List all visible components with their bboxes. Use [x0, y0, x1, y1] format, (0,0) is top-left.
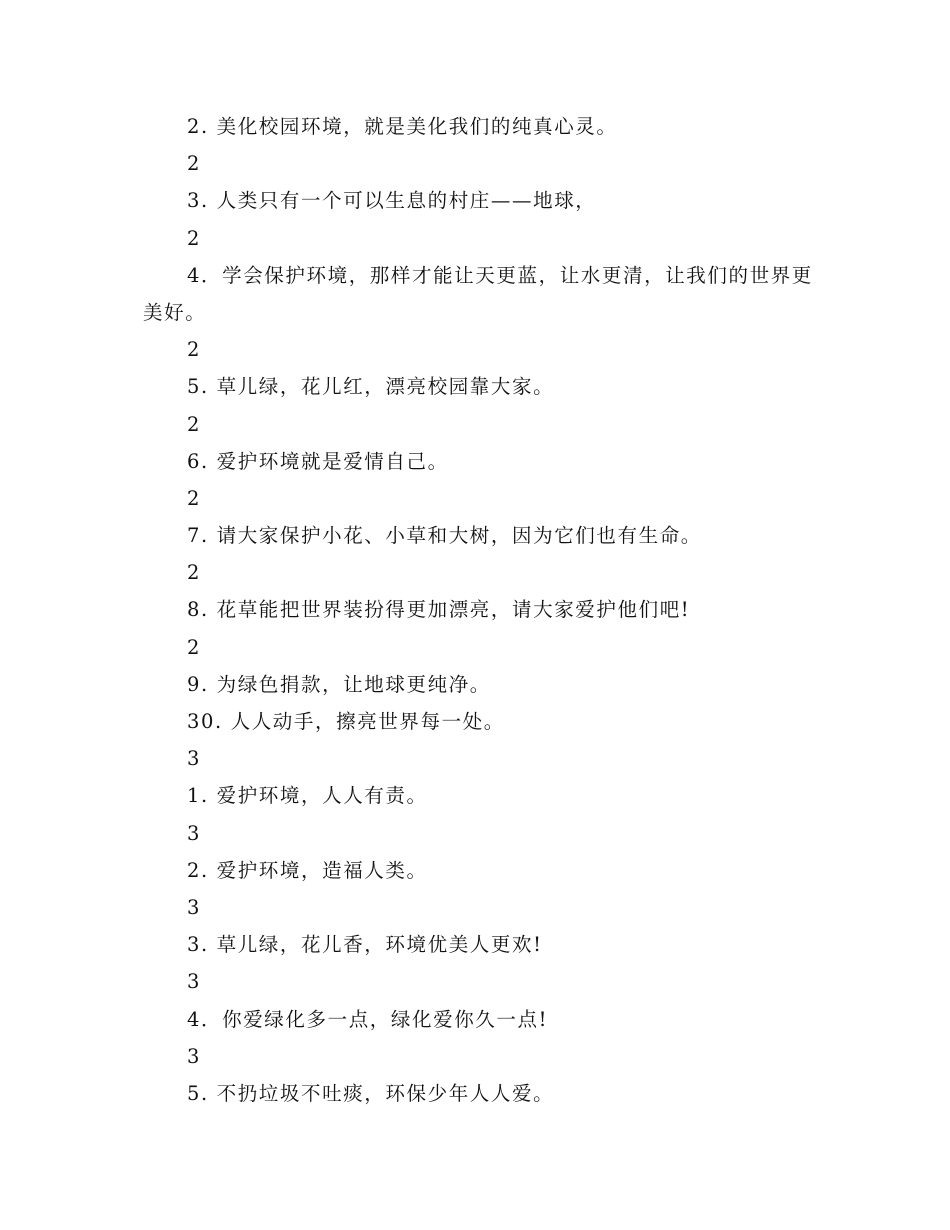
text-line: 8. 花草能把世界装扮得更加漂亮，请大家爱护他们吧!	[187, 598, 691, 622]
text-line: 7. 请大家保护小花、小草和大树，因为它们也有生命。	[187, 524, 702, 548]
line-number: 2	[187, 635, 202, 659]
text-line: 30. 人人动手，擦亮世界每一处。	[187, 710, 505, 734]
text-line: 4．学会保护环境，那样才能让天更蓝，让水更清，让我们的世界更美好。	[143, 263, 813, 324]
text-line: 3. 草儿绿，花儿香，环境优美人更欢!	[187, 933, 543, 957]
line-number: 3	[187, 970, 202, 994]
text-line: 6. 爱护环境就是爱情自己。	[187, 449, 449, 473]
text-line: 5. 不扔垃圾不吐痰，环保少年人人爱。	[187, 1081, 555, 1105]
line-number: 2	[187, 338, 202, 362]
text-line: 3. 人类只有一个可以生息的村庄——地球，	[187, 189, 597, 213]
text-line: 9. 为绿色捐款，让地球更纯净。	[187, 672, 491, 696]
line-number: 3	[187, 895, 202, 919]
line-number: 3	[187, 821, 202, 845]
line-number: 2	[187, 226, 202, 250]
text-line: 2. 美化校园环境，就是美化我们的纯真心灵。	[187, 115, 618, 138]
line-number: 2	[187, 412, 202, 436]
line-number: 3	[187, 1044, 202, 1068]
text-line: 5. 草儿绿，花儿红，漂亮校园靠大家。	[187, 375, 555, 399]
line-number: 3	[187, 747, 202, 771]
line-number: 2	[187, 561, 202, 585]
document-body	[143, 108, 813, 1112]
text-line: 4．你爱绿化多一点，绿化爱你久一点!	[187, 1007, 549, 1031]
text-line: 1. 爱护环境，人人有责。	[187, 784, 428, 808]
line-number: 2	[187, 152, 202, 176]
line-number: 2	[187, 486, 202, 510]
text-line: 2. 爱护环境，造福人类。	[187, 858, 428, 882]
